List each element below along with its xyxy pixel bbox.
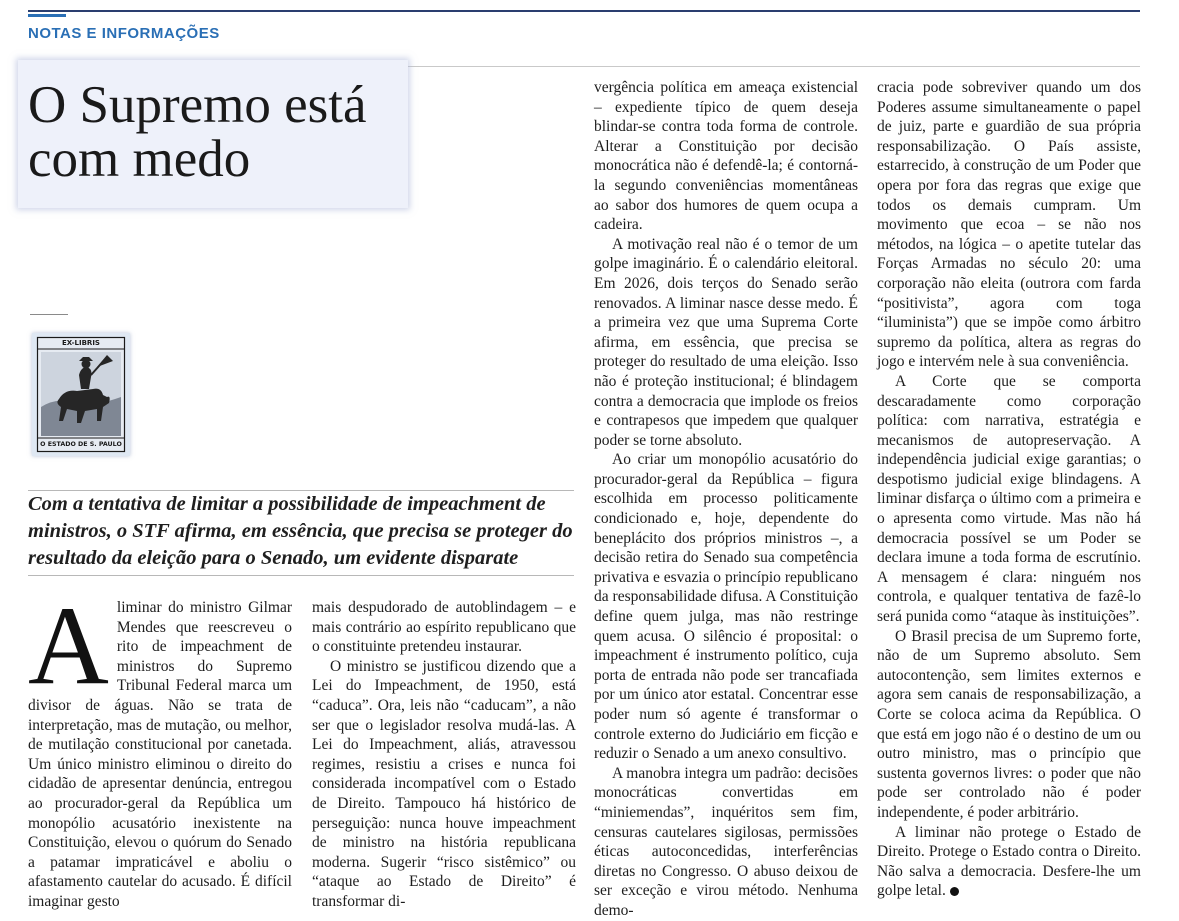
article-column-1 xyxy=(28,584,292,910)
paragraph: mais despudorado de autoblindagem – e mais contrário ao espírito republicano que o constituinte pretendeu instaurar. xyxy=(312,599,576,656)
section-tick xyxy=(28,14,66,17)
article-column-3 xyxy=(594,78,858,919)
top-rule xyxy=(28,10,1140,12)
article-column-2 xyxy=(312,598,576,910)
end-of-article-mark xyxy=(950,887,959,896)
ex-libris-bottom-text: O ESTADO DE S. PAULO xyxy=(40,441,122,448)
paragraph: Ao criar um monopólio acusatório do procurador-geral da República – figura escolhida em processo politicamente condicionado e, hoje, dependente do beneplácito dos próprios ministros –, a decisão retira do Senado sua competência privativa e esvazia o princípio republicano da responsabilidade difusa. A Constituição define quem julga, mas não restringe quem acusa. O silêncio é proposital: o impeachment é instrumento político, cuja porta de entrada não pode ser trancafiada por um único ator estatal. Concentrar esse poder num só agente é transformar o controle externo do Judiciário em ficção e reduzir o Senado a um anexo consultivo. xyxy=(594,451,858,763)
headline: O Supremo está com medo xyxy=(28,76,367,188)
paragraph-last xyxy=(877,823,1141,901)
drop-cap: A xyxy=(28,584,109,708)
subheadline: Com a tentativa de limitar a possibilidade de impeachment de ministros, o STF afirma, em essência, que precisa se proteger do resultado da eleição para o Senado, um evidente disparate xyxy=(28,493,573,569)
paragraph: A Corte que se comporta descaradamente como corporação política: com narrativa, estratégia e mecanismos de autopreservação. A independência judicial exige garantias; o despotismo judicial exige blindagens. A liminar disfarça o último com a primeira e o apresenta como virtude. Mas não há democracia possível se um Poder se declara imune a toda forma de escrutínio. A mensagem é clara: ninguém nos controla, e qualquer tentativa de fazê-lo será punida como “ataque às instituições”. xyxy=(877,372,1141,626)
subhead-rule-bottom xyxy=(28,575,574,576)
paragraph: A motivação real não é o temor de um golpe imaginário. É o calendário eleitoral. Em 2026, dois terços do Senado serão renovados. A liminar nasce desse medo. É a primeira vez que uma Suprema Corte afirma, em essência, que precisa se proteger do resultado de uma eleição. Isso não é proteção institucional; é blindagem contra a democracia que implode os freios e contrapesos que impedem que qualquer poder se torne absoluto. xyxy=(594,235,858,449)
article-column-4 xyxy=(877,78,1141,900)
paragraph-final-text: A liminar não protege o Estado de Direito. Protege o Estado contra o Direito. Não salva a democracia. Desfere-lhe um golpe letal. xyxy=(877,823,1141,900)
paragraph: O ministro se justificou dizendo que a Lei do Impeachment, de 1950, está “caduca”. Ora, leis não “caducam”, a não ser que o legislador resolva mudá-las. A Lei do Impeachment, aliás, atravessou regimes, resistiu a crises e nunca foi considerada incompatível com o Estado de Direito. Tampouco há histórico de perseguição: nunca houve impeachment de ministro na história republicana moderna. Sugerir “risco sistêmico” ou “ataque ao Estado de Direito” é transformar di- xyxy=(312,657,576,910)
ex-libris-top-text: EX-LIBRIS xyxy=(62,339,100,347)
paragraph: A manobra integra um padrão: decisões monocráticas convertidas em “miniemendas”, inquéritos sem fim, censuras cautelares sigilosas, permissões éticas autoconcedidas, interferências diretas no Congresso. O abuso deixou de ser exceção e virou método. Nenhuma demo- xyxy=(594,764,858,919)
paragraph: cracia pode sobreviver quando um dos Poderes assume simultaneamente o papel de juiz, parte e guardião de sua própria responsabilização. O País assiste, estarrecido, à construção de um Poder que opera por fora das regras que exige que todos os demais cumpram. Um movimento que ecoa – se não nos métodos, na lógica – o apetite tutelar das Forças Armadas no século 20: uma corporação não eleita (outrora com farda “positivista”, agora com toga “iluminista”) que se impõe como árbitro supremo da política, altera as regras do jogo e intervém nele à sua conveniência. xyxy=(877,79,1141,371)
paragraph: vergência política em ameaça existencial – expediente típico de quem deseja blindar-se contra toda forma de controle. Alterar a Constituição por decisão monocrática não é defendê-la; é contorná-la segundo conveniências momentâneas ao sabor dos humores de quem ocupa a cadeira. xyxy=(594,79,858,234)
section-label: NOTAS E INFORMAÇÕES xyxy=(28,25,220,42)
divider xyxy=(30,314,68,315)
horseman-icon xyxy=(37,337,125,452)
ex-libris-image xyxy=(32,333,130,456)
paragraph: liminar do ministro Gilmar Mendes que reescreveu o rito de impeachment de ministros do Supremo Tribunal Federal marca um divisor de águas. Não se trata de interpretação, mas de mutação, ou melhor, de mutilação constitucional por canetada. Um único ministro eliminou o direito do cidadão de apresentar denúncia, entregou ao procurador-geral da República um monopólio acusatório inexistente na Constituição, elevou o quórum do Senado a patamar impraticável e aboliu o afastamento cautelar do acusado. É difícil imaginar gesto xyxy=(28,599,292,910)
paragraph: O Brasil precisa de um Supremo forte, não de um Supremo absoluto. Sem autocontenção, sem limites externos e agora sem canais de responsabilização, a Corte se coloca acima da República. O que está em jogo não é o destino de um ou outro ministro, mas o princípio que sustenta governos livres: o poder que não pode ser controlado não é poder independente, é poder arbitrário. xyxy=(877,627,1141,821)
